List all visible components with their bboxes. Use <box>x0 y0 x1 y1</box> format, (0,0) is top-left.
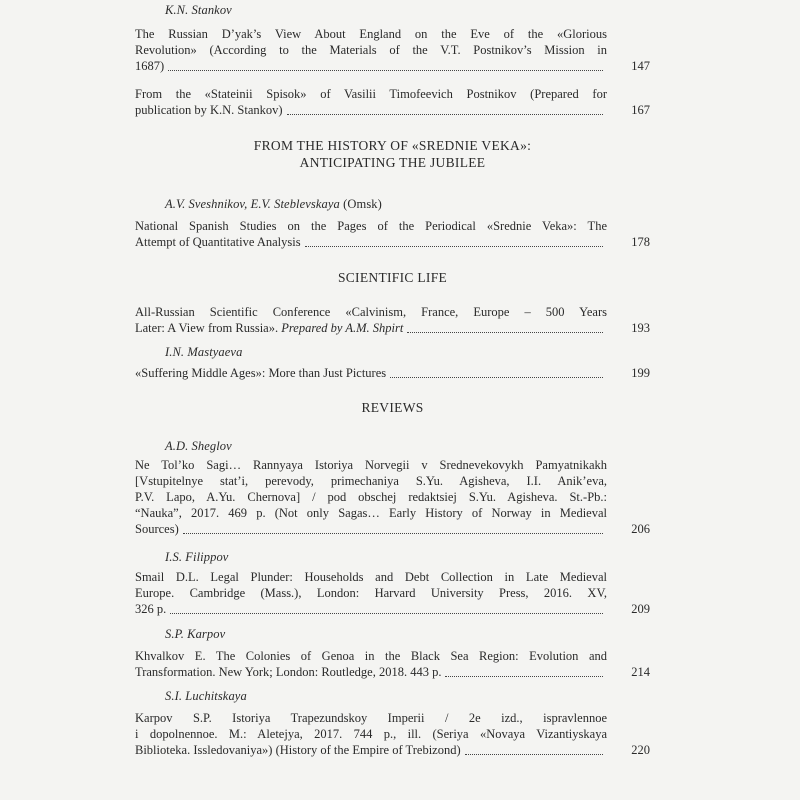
page-number: 199 <box>631 366 650 380</box>
entry-author: A.D. Sheglov <box>165 439 232 453</box>
entry-prepared-by: Prepared by A.M. Shpirt <box>278 321 404 335</box>
entry-title-line: «Suffering Middle Ages»: More than Just Pictures <box>135 365 607 381</box>
dot-leader <box>183 532 603 534</box>
entry-title-line: The Russian D’yak’s View About England on the Eve of the «Glorious <box>135 27 607 41</box>
entry-title-line: Ne Tol’ko Sagi… Rannyaya Istoriya Norvegii v Srednevekovykh Pamyatnikakh <box>135 458 607 472</box>
entry-author: A.V. Sveshnikov, E.V. Steblevskaya (Omsk) <box>165 197 382 211</box>
dot-leader <box>170 612 603 614</box>
entry-title-line: All-Russian Scientific Conference «Calvinism, France, Europe – 500 Years <box>135 305 607 319</box>
page-number: 167 <box>631 103 650 117</box>
entry-author: S.I. Luchitskaya <box>165 689 247 703</box>
toc-entry-karpov <box>135 626 650 680</box>
toc-entry-sheglov <box>135 438 650 537</box>
dot-leader <box>390 376 603 378</box>
entry-title-line: publication by K.N. Stankov) <box>135 102 607 118</box>
page-number: 214 <box>631 665 650 679</box>
entry-title-line: “Nauka”, 2017. 469 p. (Not only Sagas… Early History of Norway in Medieval <box>135 506 607 520</box>
toc-entry-stankov <box>135 2 650 74</box>
entry-title-line: Biblioteka. Issledovaniya») (History of the Empire of Trebizond) <box>135 742 607 758</box>
page-number: 206 <box>631 522 650 536</box>
entry-title-line: Khvalkov E. The Colonies of Genoa in the Black Sea Region: Evolution and <box>135 649 607 663</box>
page-number: 209 <box>631 602 650 616</box>
entry-title-line: Transformation. New York; London: Routledge, 2018. 443 p. <box>135 664 607 680</box>
dot-leader <box>168 69 603 71</box>
toc-entry-filippov <box>135 549 650 617</box>
entry-author: I.N. Mastyaeva <box>165 345 243 359</box>
toc-entry-mastyaeva <box>135 344 650 381</box>
entry-author: K.N. Stankov <box>165 3 232 17</box>
page-number: 147 <box>631 59 650 73</box>
entry-title-line: From the «Stateinii Spisok» of Vasilii Timofeevich Postnikov (Prepared for <box>135 87 607 101</box>
toc-entry-conference <box>135 304 650 336</box>
page-number: 193 <box>631 321 650 335</box>
entry-title-line: Karpov S.P. Istoriya Trapezundskoy Imperii / 2e izd., ispravlennoe <box>135 711 607 725</box>
entry-title-line: Europe. Cambridge (Mass.), London: Harvard University Press, 2016. XV, <box>135 586 607 600</box>
page-number: 220 <box>631 743 650 757</box>
entry-title-line: Later: A View from Russia». Prepared by A.M. Shpirt <box>135 320 607 336</box>
entry-title-line: Smail D.L. Legal Plunder: Households and Debt Collection in Late Medieval <box>135 570 607 584</box>
page-number: 178 <box>631 235 650 249</box>
dot-leader <box>305 245 603 247</box>
toc-entry-postnikov <box>135 86 650 118</box>
entry-title-line: Attempt of Quantitative Analysis <box>135 234 607 250</box>
entry-title-line: 326 p. <box>135 601 607 617</box>
dot-leader <box>465 753 603 755</box>
entry-author: I.S. Filippov <box>165 550 229 564</box>
section-heading-scientific-life: SCIENTIFIC LIFE <box>337 270 448 285</box>
entry-title-line: National Spanish Studies on the Pages of the Periodical «Srednie Veka»: The <box>135 219 607 233</box>
entry-affiliation: (Omsk) <box>339 197 382 211</box>
dot-leader <box>287 113 603 115</box>
entry-title-line: [Vstupitelnye stat’i, perevody, primechaniya S.Yu. Agisheva, I.I. Anik’eva, <box>135 474 607 488</box>
entry-title-line: P.V. Lapo, A.Yu. Chernova] / pod obschej redaktsiej S.Yu. Agisheva. St.-Pb.: <box>135 490 607 504</box>
toc-entry-luchitskaya <box>135 688 650 758</box>
entry-title-line: i dopolnennoe. M.: Aletejya, 2017. 744 p., ill. (Seriya «Novaya Vizantiyskaya <box>135 727 607 741</box>
section-heading-reviews: REVIEWS <box>361 400 424 415</box>
entry-title-line: Sources) <box>135 521 607 537</box>
entry-title-line: Revolution» (According to the Materials of the V.T. Postnikov’s Mission in <box>135 43 607 57</box>
toc-entry-sveshnikov <box>135 196 650 250</box>
dot-leader <box>445 675 603 677</box>
heading-line: ANTICIPATING THE JUBILEE <box>299 155 486 170</box>
entry-title-line: 1687) <box>135 58 607 74</box>
dot-leader <box>407 331 603 333</box>
heading-line: FROM THE HISTORY OF «SREDNIE VEKA»: <box>253 138 532 153</box>
entry-author: S.P. Karpov <box>165 627 226 641</box>
section-heading-history <box>135 137 650 171</box>
